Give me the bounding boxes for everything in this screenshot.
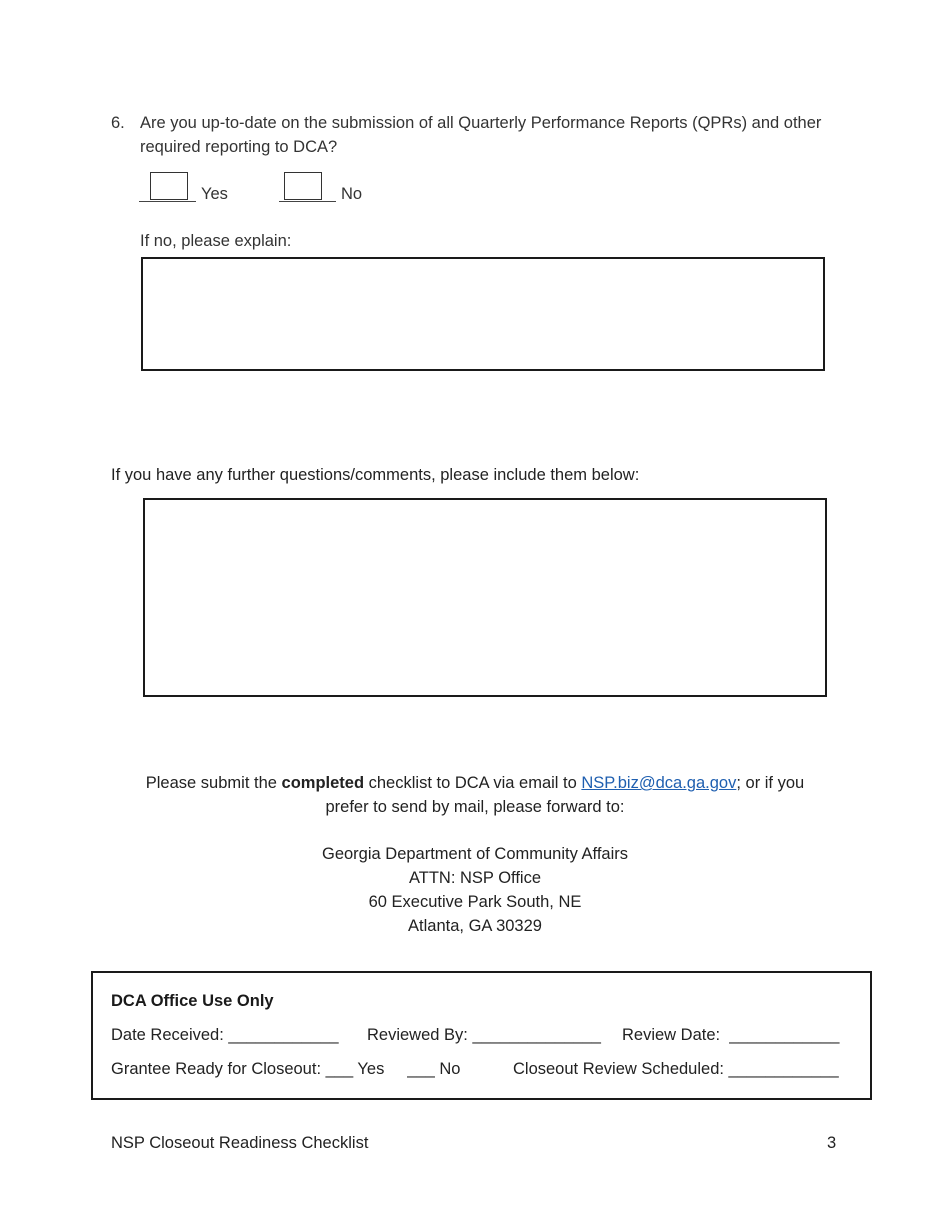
- question-text: Are you up-to-date on the submission of all Quarterly Performance Reports (QPRs) and other required reporting to DCA?: [140, 114, 822, 156]
- mailing-address: [0, 842, 950, 938]
- office-use-title: DCA Office Use Only: [111, 992, 274, 1010]
- submit-instructions: [0, 771, 950, 819]
- grantee-ready-field[interactable]: Grantee Ready for Closeout: ___ Yes ___ No: [111, 1060, 461, 1078]
- yes-label: Yes: [201, 185, 228, 203]
- explain-textbox[interactable]: [141, 257, 825, 371]
- submit-bold: completed: [281, 774, 365, 792]
- review-date-field[interactable]: Review Date: ____________: [622, 1026, 840, 1044]
- question-number: 6.: [111, 114, 125, 132]
- address-city: Atlanta, GA 30329: [408, 917, 542, 935]
- submit-prefix: Please submit the: [145, 774, 282, 792]
- page-number: 3: [827, 1134, 837, 1152]
- yes-checkbox[interactable]: [150, 172, 188, 200]
- submit-line-2: prefer to send by mail, please forward to:: [325, 798, 625, 816]
- address-org: Georgia Department of Community Affairs: [322, 845, 628, 863]
- address-attn: ATTN: NSP Office: [408, 869, 542, 887]
- submit-line-1: [0, 771, 950, 795]
- comments-textbox[interactable]: [143, 498, 827, 697]
- submit-middle: checklist to DCA via email to: [364, 774, 582, 792]
- submit-suffix: ; or if you: [736, 774, 805, 792]
- comments-prompt: If you have any further questions/comments, please include them below:: [111, 466, 640, 484]
- email-link[interactable]: NSP.biz@dca.ga.gov: [581, 774, 737, 792]
- no-underline: [279, 201, 336, 202]
- no-label: No: [341, 185, 363, 203]
- yes-underline: [139, 201, 196, 202]
- explain-label: If no, please explain:: [140, 232, 292, 250]
- date-received-field[interactable]: Date Received: ____________: [111, 1026, 339, 1044]
- reviewed-by-field[interactable]: Reviewed By: ______________: [367, 1026, 601, 1044]
- no-checkbox[interactable]: [284, 172, 322, 200]
- closeout-scheduled-field[interactable]: Closeout Review Scheduled: ____________: [513, 1060, 839, 1078]
- footer-title: NSP Closeout Readiness Checklist: [111, 1134, 369, 1152]
- address-street: 60 Executive Park South, NE: [368, 893, 582, 911]
